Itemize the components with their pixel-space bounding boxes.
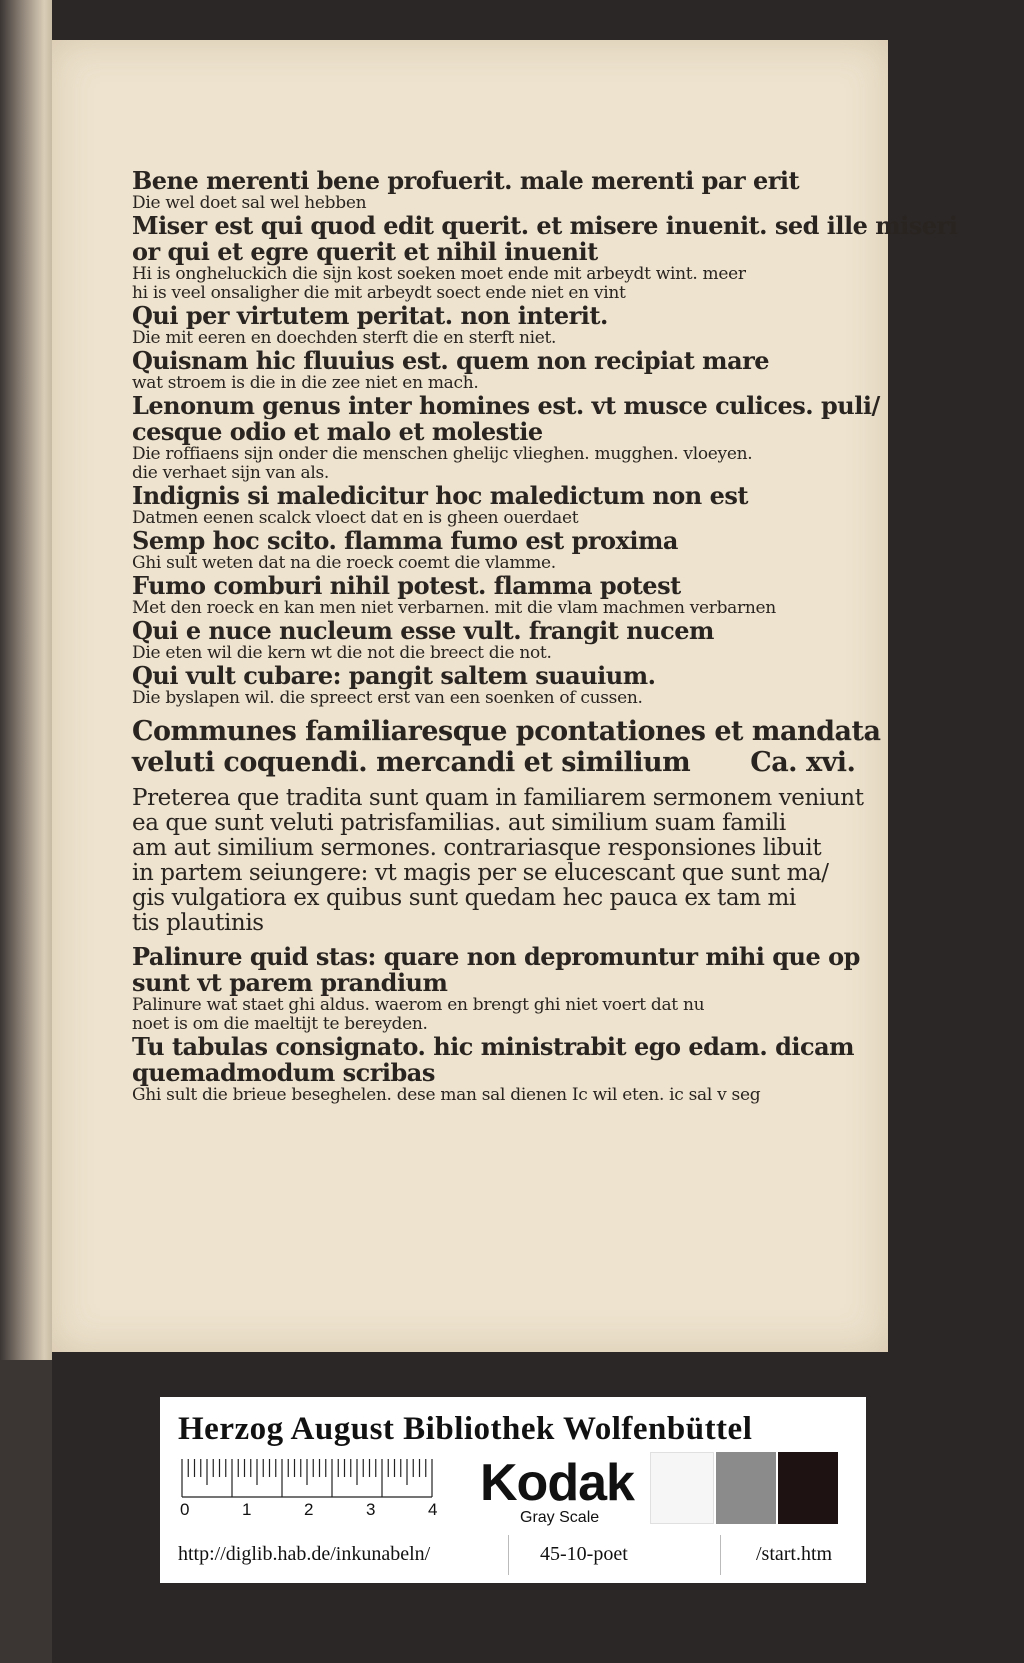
latin-proverb-line: Miser est qui quod edit querit. et misere inuenit. sed ille miseri bbox=[132, 211, 958, 240]
dutch-translation-line: die verhaet sijn van als. bbox=[132, 463, 330, 483]
ruler-label: 0 bbox=[180, 1500, 190, 1519]
dutch-translation-line: Die mit eeren en doechden sterft die en sterft niet. bbox=[132, 328, 557, 348]
text-lines bbox=[132, 166, 958, 708]
start-page-url: /start.htm bbox=[756, 1543, 833, 1565]
latin-proverb-line: Bene merenti bene profuerit. male merenti par erit bbox=[132, 166, 800, 195]
latin-proverb-line: sunt vt parem prandium bbox=[132, 968, 448, 997]
library-url: http://diglib.hab.de/inkunabeln/ bbox=[178, 1543, 431, 1565]
latin-proverb-line: Qui vult cubare: pangit saltem suauium. bbox=[132, 661, 656, 690]
book-page bbox=[52, 40, 958, 1352]
divider bbox=[508, 1535, 509, 1575]
dutch-translation-line: Met den roeck en kan men niet verbarnen. mit die vlam machmen verbarnen bbox=[132, 598, 776, 618]
latin-proverb-line: or qui et egre querit et nihil inuenit bbox=[132, 237, 598, 266]
adjacent-page-shadow bbox=[0, 1360, 52, 1663]
latin-proverb-line: Lenonum genus inter homines est. vt musce culices. puli/ bbox=[132, 391, 880, 420]
kodak-logo: Kodak bbox=[480, 1454, 634, 1512]
dutch-translation-line: Ghi sult weten dat na die roeck coemt die vlamme. bbox=[132, 553, 556, 573]
gray-patch-mid bbox=[716, 1452, 776, 1524]
dutch-translation-line: Die roffiaens sijn onder die menschen ghelijc vlieghen. mugghen. vloeyen. bbox=[132, 444, 753, 464]
chapter-paragraph bbox=[132, 785, 864, 936]
dutch-translation-line: wat stroem is die in die zee niet en mach. bbox=[132, 373, 479, 393]
page-text bbox=[132, 166, 958, 1105]
latin-proverb-line: Qui per virtutem peritat. non interit. bbox=[132, 301, 608, 330]
gray-patch-dark bbox=[778, 1452, 838, 1524]
latin-proverb-line: Semp hoc scito. flamma fumo est proxima bbox=[132, 526, 678, 555]
paragraph-line: ea que sunt veluti patrisfamilias. aut similium suam famili bbox=[132, 810, 786, 836]
chapter-heading-1: Communes familiaresque pcontationes et mandata bbox=[132, 716, 881, 747]
dutch-translation-line: noet is om die maeltijt te bereyden. bbox=[132, 1014, 428, 1034]
paragraph-line: in partem seiungere: vt magis per se elucescant que sunt ma/ bbox=[132, 860, 829, 886]
paragraph-line: tis plautinis bbox=[132, 910, 264, 936]
ruler-label: 1 bbox=[242, 1500, 252, 1519]
library-title: Herzog August Bibliothek Wolfenbüttel bbox=[178, 1411, 753, 1447]
divider bbox=[720, 1535, 721, 1575]
latin-proverb-line: cesque odio et malo et molestie bbox=[132, 417, 543, 446]
latin-proverb-line: Tu tabulas consignato. hic ministrabit ego edam. dicam bbox=[132, 1032, 855, 1061]
dutch-translation-line: Die eten wil die kern wt die not die breect die not. bbox=[132, 643, 552, 663]
ruler-label: 2 bbox=[304, 1500, 314, 1519]
ruler-label: 3 bbox=[366, 1500, 376, 1519]
gray-patch-white bbox=[650, 1452, 714, 1524]
dutch-translation-line: Hi is ongheluckich die sijn kost soeken moet ende mit arbeydt wint. meer bbox=[132, 264, 746, 284]
gray-scale-label: Gray Scale bbox=[520, 1509, 600, 1526]
library-color-card bbox=[160, 1397, 866, 1583]
latin-proverb-line: Qui e nuce nucleum esse vult. frangit nucem bbox=[132, 616, 714, 645]
latin-proverb-line: Fumo comburi nihil potest. flamma potest bbox=[132, 571, 681, 600]
dutch-translation-line: hi is veel onsaligher die mit arbeydt soect ende niet en vint bbox=[132, 283, 626, 303]
latin-proverb-line: quemadmodum scribas bbox=[132, 1058, 435, 1087]
chapter-heading-2: veluti coquendi. mercandi et similium Ca. xvi. bbox=[132, 747, 856, 778]
latin-proverb-line: Quisnam hic fluuius est. quem non recipiat mare bbox=[132, 346, 770, 375]
dutch-translation-line: Palinure wat staet ghi aldus. waerom en brengt ghi niet voert dat nu bbox=[132, 995, 705, 1015]
dutch-translation-line: Die byslapen wil. die spreect erst van een soenken of cussen. bbox=[132, 688, 643, 708]
latin-proverb-line: Indignis si maledicitur hoc maledictum non est bbox=[132, 481, 748, 510]
ruler-scale bbox=[178, 1457, 470, 1517]
paragraph-line: am aut similium sermones. contrariasque responsiones libuit bbox=[132, 835, 822, 861]
latin-proverb-line: Palinure quid stas: quare non depromuntur mihi que op bbox=[132, 942, 860, 971]
dutch-translation-line: Datmen eenen scalck vloect dat en is gheen ouerdaet bbox=[132, 508, 579, 528]
shelfmark: 45-10-poet bbox=[540, 1543, 628, 1565]
paragraph-line: gis vulgatiora ex quibus sunt quedam hec pauca ex tam mi bbox=[132, 885, 796, 911]
chapter-number: Ca. xvi. bbox=[750, 747, 856, 778]
dutch-translation-line: Ghi sult die brieue beseghelen. dese man sal dienen Ic wil eten. ic sal v seg bbox=[132, 1085, 761, 1105]
dialogue-lines bbox=[132, 942, 860, 1105]
ruler-label: 4 bbox=[428, 1500, 438, 1519]
paragraph-line: Preterea que tradita sunt quam in familiarem sermonem veniunt bbox=[132, 785, 864, 811]
dutch-translation-line: Die wel doet sal wel hebben bbox=[132, 193, 367, 213]
